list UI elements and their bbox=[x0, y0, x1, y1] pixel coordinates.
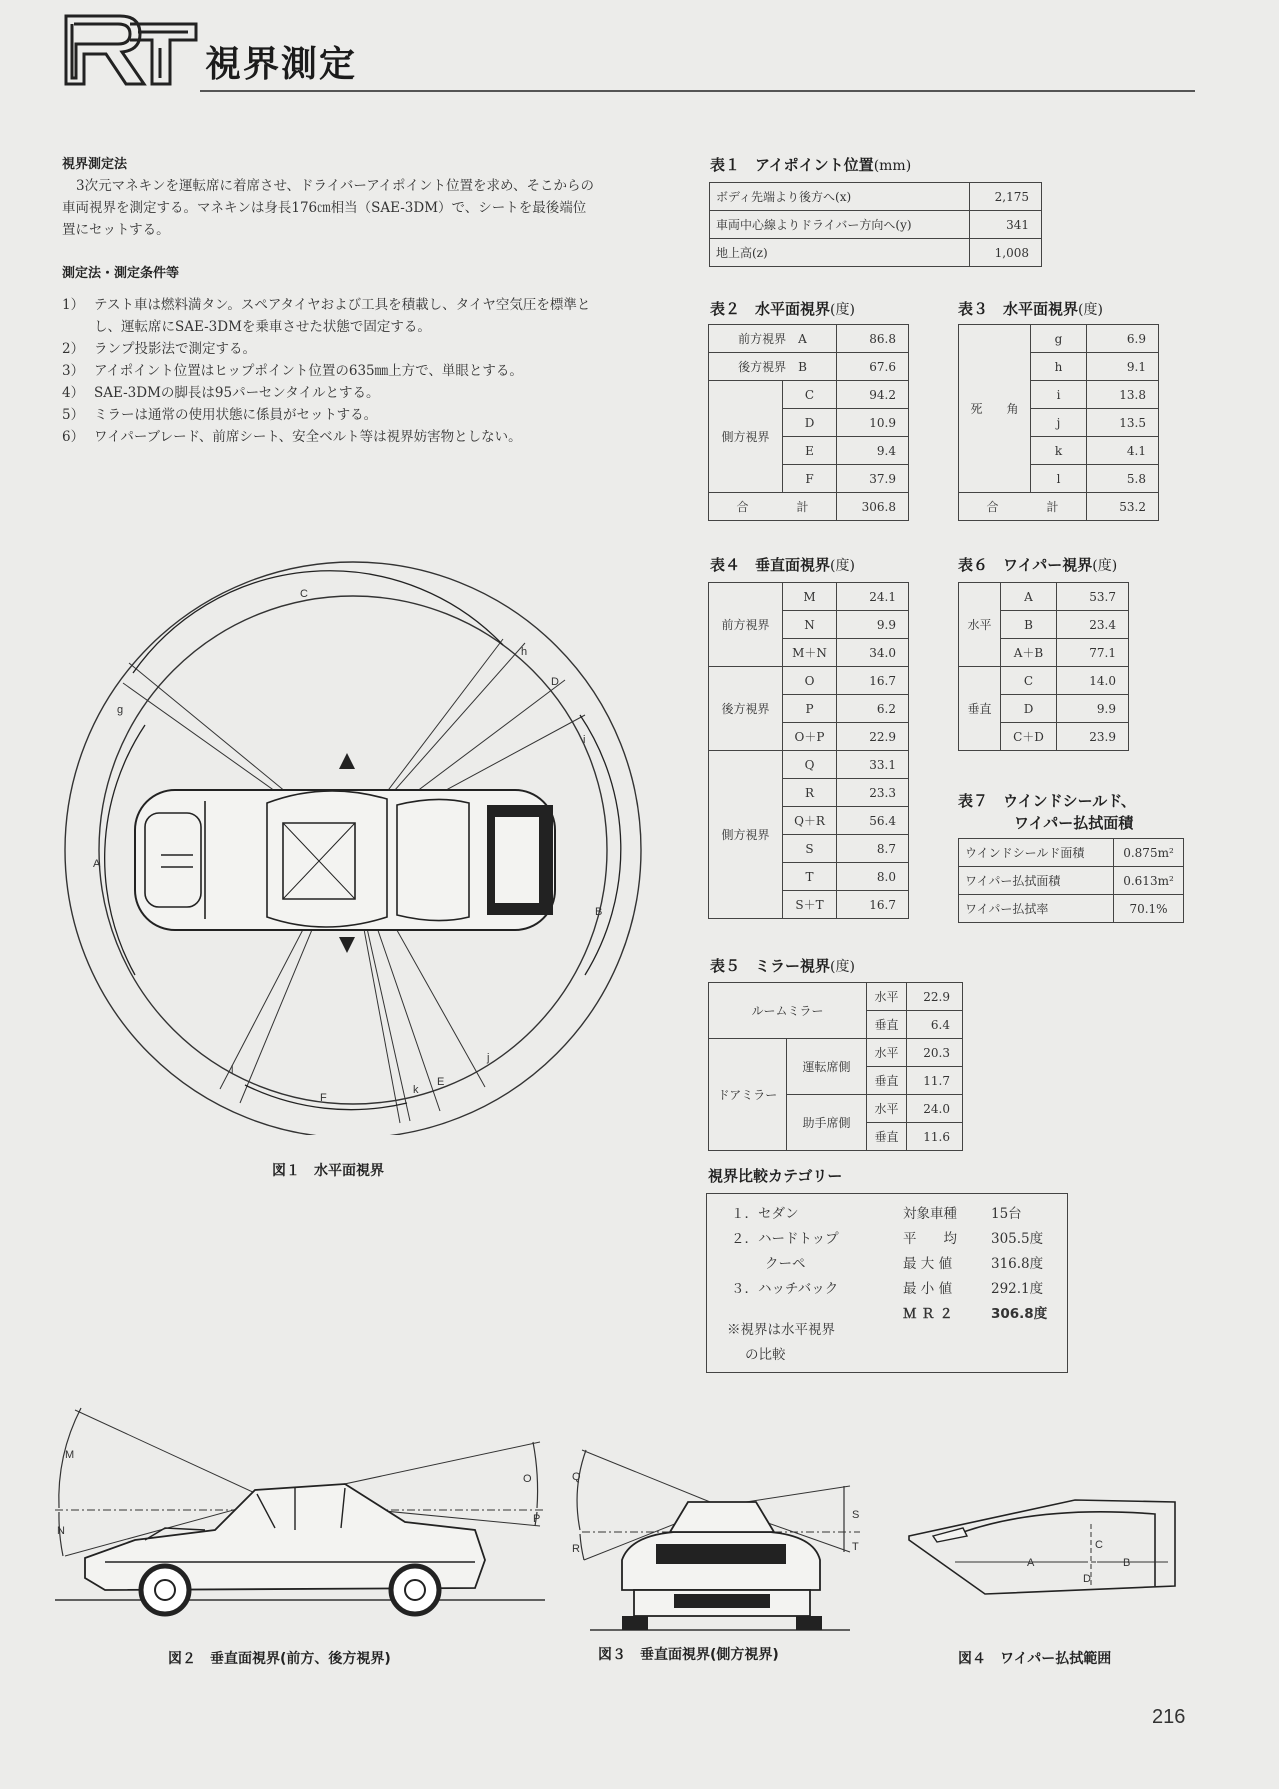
fig1-label-l: l bbox=[231, 1064, 234, 1076]
fig1-label-h: h bbox=[521, 646, 528, 658]
figure-4-wiper-range bbox=[905, 1490, 1185, 1610]
fig1-label-f: F bbox=[320, 1092, 327, 1104]
condition-item: 1） テスト車は燃料満タン。スペアタイヤおよび工具を積載し、タイヤ空気圧を標準とし、運転席にSAE-3DMを乗車させた状態で固定する。 bbox=[62, 297, 591, 335]
fig1-label-a: A bbox=[93, 858, 101, 870]
fig4-label-d: D bbox=[1083, 1573, 1091, 1585]
figure-3-caption: 図３ 垂直面視界(側方視界) bbox=[598, 1647, 779, 1663]
fig4-label-c: C bbox=[1095, 1539, 1103, 1551]
fig3-label-r: R bbox=[572, 1543, 580, 1555]
table-5-mirror-view: ルームミラー 水平 22.9 垂直 6.4 ドアミラー 運転席側 水平 20.3 垂直 11.7 助手席側 水平 24.0 垂直 11.6 bbox=[708, 982, 963, 1151]
table-4-vertical-view: 前方視界 M 24.1 N 9.9 M＋N 34.0 後方視界 O 16.7 P 6.2 O＋P 22.9 側方視界 Q 33.1 R 23.3 Q＋R 56.4 S 8.7 T 8.0 S＋T 16.7 bbox=[708, 582, 909, 919]
condition-item: 4） SAE-3DMの脚長は95パーセンタイルとする。 bbox=[62, 385, 380, 401]
header-rule bbox=[200, 90, 1195, 92]
fig1-label-c: C bbox=[300, 588, 308, 600]
fig3-label-q: Q bbox=[572, 1471, 581, 1483]
fig2-label-o: O bbox=[523, 1473, 532, 1485]
table-7-caption: 表７ ウインドシールド、 ワイパー払拭面積 bbox=[958, 792, 1136, 832]
figure-4-caption: 図４ ワイパー払拭範囲 bbox=[958, 1651, 1112, 1667]
fig1-label-k: k bbox=[413, 1084, 419, 1096]
table-row: ボディ先端より後方へ(x) 2,175 bbox=[710, 183, 1042, 211]
table-2-caption: 表２ 水平面視界(度) bbox=[710, 300, 855, 318]
table-5-caption: 表５ ミラー視界(度) bbox=[710, 957, 855, 975]
page-title: 視界測定 bbox=[205, 44, 358, 85]
conditions-list bbox=[62, 294, 597, 448]
category-note: ※視界は水平視界 の比較 bbox=[727, 1322, 835, 1363]
table-3-caption: 表３ 水平面視界(度) bbox=[958, 300, 1103, 318]
condition-item: 5） ミラーは通常の使用状態に係員がセットする。 bbox=[62, 407, 378, 423]
fig4-label-a: A bbox=[1027, 1557, 1035, 1569]
figure-1-horizontal-view bbox=[55, 555, 655, 1135]
fig1-label-g: g bbox=[117, 704, 124, 716]
figure-2-caption: 図２ 垂直面視界(前方、後方視界) bbox=[168, 1651, 391, 1667]
fig1-label-b: B bbox=[595, 906, 603, 918]
fig1-label-e: E bbox=[437, 1076, 445, 1088]
condition-item: 2） ランプ投影法で測定する。 bbox=[62, 341, 256, 357]
category-list: １．セダン ２．ハードトップ クーペ ３．ハッチバック bbox=[731, 1206, 839, 1297]
table-1-caption: 表１ アイポイント位置(mm) bbox=[710, 156, 912, 174]
table-3-blind-spots: 死 角 g 6.9 h 9.1 i 13.8 j 13.5 k 4.1 l 5.8 合 計 53.2 bbox=[958, 324, 1159, 521]
fig3-label-s: S bbox=[852, 1509, 860, 1521]
table-6-caption: 表６ ワイパー視界(度) bbox=[958, 556, 1118, 574]
fig2-label-m: M bbox=[65, 1449, 75, 1461]
method-body: 3次元マネキンを運転席に着席させ、ドライバーアイポイント位置を求め、そこからの車両視界を測定する。マネキンは身長176㎝相当（SAE-3DM）で、シートを最後端位置にセットする。 bbox=[62, 178, 594, 238]
table-1-eye-point bbox=[709, 182, 1042, 267]
fig1-label-j: j bbox=[487, 1052, 490, 1064]
page-number: 216 bbox=[1152, 1706, 1186, 1728]
table-7-wiped-area: ウインドシールド面積 0.875m² ワイパー払拭面積 0.613m² ワイパー払拭率 70.1% bbox=[958, 838, 1184, 923]
table-6-wiper-view: 水平 A 53.7 B 23.4 A＋B 77.1 垂直 C 14.0 D 9.9 C＋D 23.9 bbox=[958, 582, 1129, 751]
figure-2-vertical-front-rear bbox=[45, 1390, 565, 1630]
fig3-label-t: T bbox=[852, 1541, 859, 1553]
table-row: 地上高(z) 1,008 bbox=[710, 239, 1042, 267]
rt-logo bbox=[60, 10, 200, 90]
table-2-horizontal-view: 前方視界 A 86.8 後方視界 B 67.6 側方視界 C 94.2 D 10.9 E 9.4 F 37.9 合 計 306.8 bbox=[708, 324, 909, 521]
category-stats: 対象車種 15台 平 均 305.5度 最 大 値 316.8度 最 小 値 292.1度 Ｍ Ｒ ２ 306.8度 bbox=[903, 1206, 1048, 1322]
figure-3-vertical-side bbox=[570, 1440, 870, 1640]
table-4-caption: 表４ 垂直面視界(度) bbox=[710, 556, 855, 574]
table-row: 車両中心線よりドライバー方向へ(y) 341 bbox=[710, 211, 1042, 239]
fig2-label-p: P bbox=[533, 1513, 541, 1525]
condition-item: 3） アイポイント位置はヒップポイント位置の635㎜上方で、単眼とする。 bbox=[62, 363, 523, 379]
method-heading: 視界測定法 bbox=[62, 157, 128, 172]
category-heading: 視界比較カテゴリー bbox=[708, 1167, 843, 1185]
conditions-heading: 測定法・測定条件等 bbox=[62, 266, 180, 281]
figure-1-caption: 図１ 水平面視界 bbox=[272, 1163, 384, 1179]
category-box bbox=[706, 1193, 1068, 1373]
condition-item: 6） ワイパーブレード、前席シート、安全ベルト等は視界妨害物としない。 bbox=[62, 429, 522, 445]
fig2-label-n: N bbox=[57, 1525, 65, 1537]
fig4-label-b: B bbox=[1123, 1557, 1131, 1569]
fig1-label-i: i bbox=[583, 734, 586, 746]
fig1-label-d: D bbox=[551, 676, 559, 688]
